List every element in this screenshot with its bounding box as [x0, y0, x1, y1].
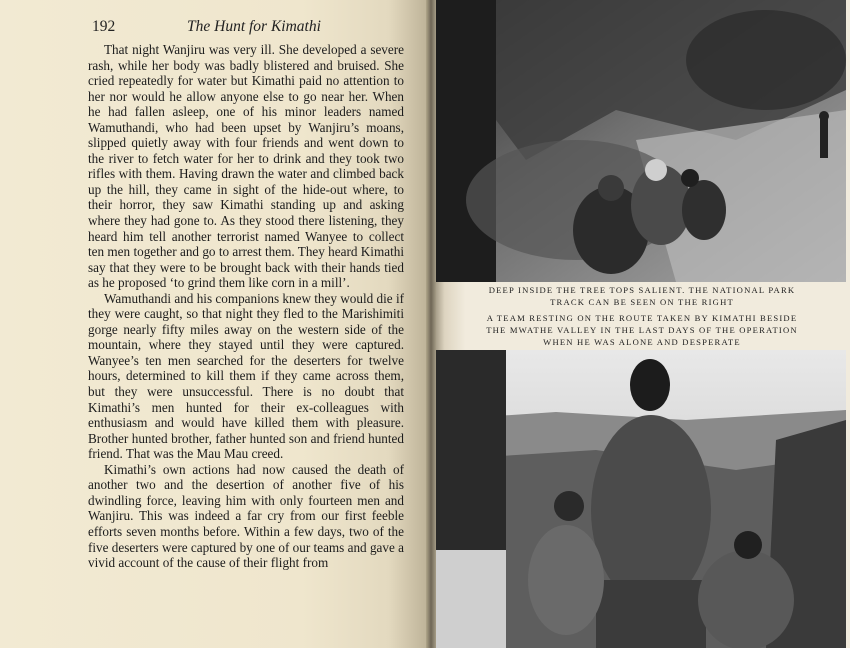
caption-line: WHEN HE WAS ALONE AND DESPERATE — [543, 337, 741, 347]
paragraph: Kimathi’s own actions had now caused the death of another two and the desertion of another five of his dwindling force, leaving him with only fourteen men and Wanjiru. This was indeed a far cry from our first feeble efforts seven months before. Within a few days, two of the five deserters were captured by one of our teams and gave a vivid account of the cause of their flight from — [88, 461, 404, 571]
photo-mwathe-valley-team — [436, 350, 846, 648]
caption-bottom — [444, 312, 840, 348]
running-title: The Hunt for Kimathi — [187, 18, 321, 35]
book-gutter — [426, 0, 436, 648]
paragraph: Wamuthandi and his companions knew they would die if they were caught, so that night they fled to the Marishimiti gorge nearly fifty miles away on the western side of the mountain, where they stayed until they were captured. Wanyee’s ten men searched for the deserters for twelve hours, determined to kill them if they came across them, but they were unsuccessful. There is no doubt that Kimathi’s men hunted for their ex-colleagues with enthusiasm and would have killed them with pleasure. Brother hunted brother, father hunted son and friend hunted friend. That was the Mau Mau creed. — [88, 290, 404, 462]
caption-line: A TEAM RESTING ON THE ROUTE TAKEN BY KIMATHI BESIDE — [486, 313, 798, 323]
caption-line: TRACK CAN BE SEEN ON THE RIGHT — [550, 297, 734, 307]
body-text — [88, 42, 404, 571]
photo-forest-track — [436, 0, 846, 282]
caption-line: THE MWATHE VALLEY IN THE LAST DAYS OF THE OPERATION — [486, 325, 798, 335]
paragraph: That night Wanjiru was very ill. She developed a severe rash, while her body was badly blistered and bruised. She cried repeatedly for water but Kimathi paid no attention to her nor would he allow anyone else to go near her. When he had fallen asleep, one of his minor leaders named Wamuthandi, who had been upset by Wanjiru’s moans, slipped quietly away with four friends and went down to the river to fetch water for her to drink and they took two rifles with them. Having drawn the water and climbed back up the hill, they came in sight of the hide-out where, to their horror, they saw Kimathi standing up and asking where they had gone to. As they stood there listening, they heard him tell another terrorist named Wanyee to collect ten men together and go to arrest them. They heard Kimathi say that they were to be brought back with their hands tied as he proposed ‘to grind them like corn in a mill’. — [88, 42, 404, 291]
caption-top — [444, 284, 840, 308]
page-header — [92, 18, 412, 40]
page-number: 192 — [92, 18, 116, 35]
caption-line: DEEP INSIDE THE TREE TOPS SALIENT. THE NATIONAL PARK — [488, 285, 796, 295]
